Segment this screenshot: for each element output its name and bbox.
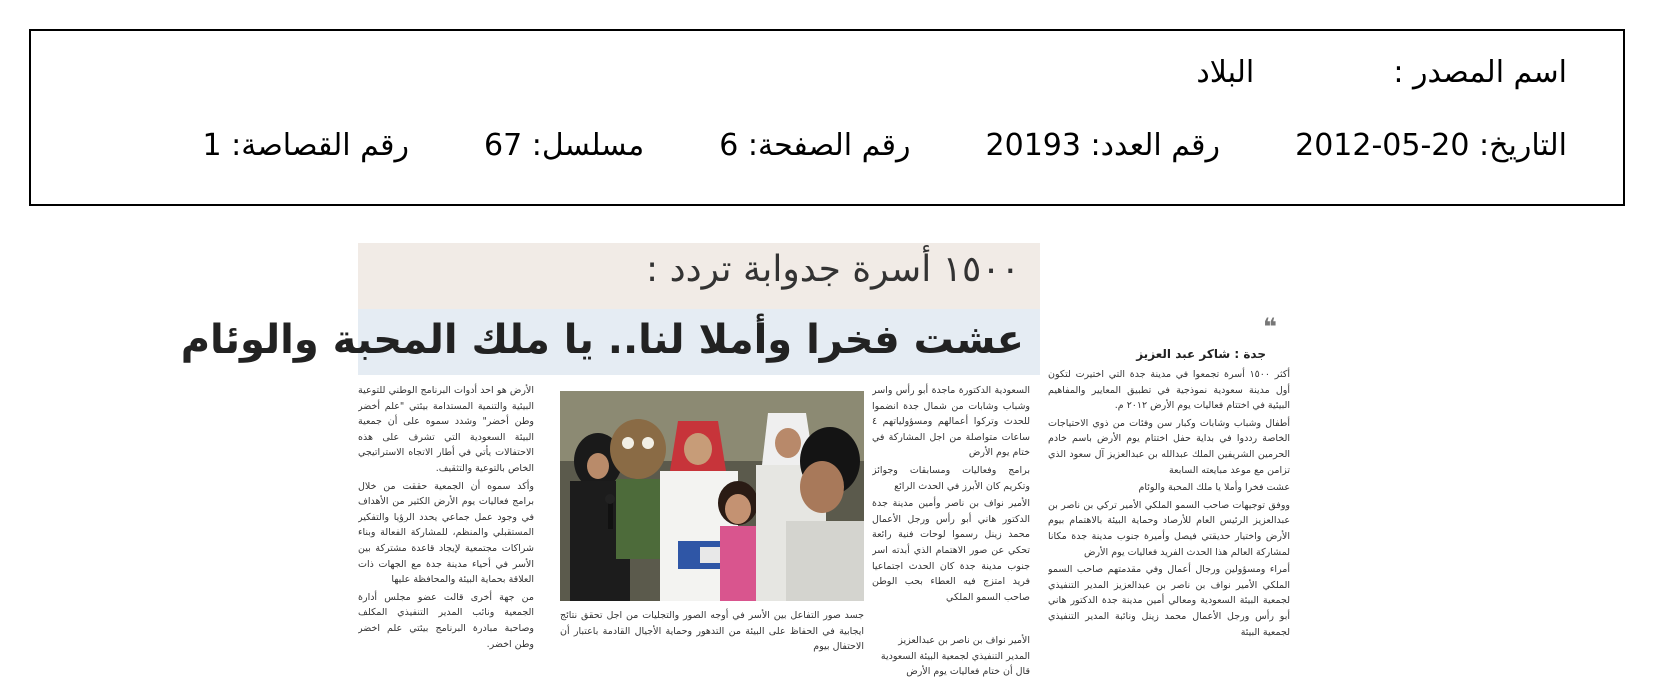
event-photo	[560, 391, 864, 601]
newspaper-clipping	[180, 243, 1290, 678]
page-label: رقم الصفحة:	[747, 128, 911, 163]
event-photo-illustration	[560, 391, 864, 601]
quote-mark-icon: ❝	[1263, 313, 1278, 341]
kicker-band	[358, 243, 1040, 309]
paragraph: الأمير نواف بن ناصر وأمين مدينة جدة الدكتور هاني أبو رأس ورجل الأعمال محمد زينل رسموا لوحات فنية رائعة تحكي عن صور الاهتمام الذي أبدته اسر جنوب مدينة جدة كان الحدث اجتماعيا فريد امتزج فيه العطاء بحب الوطن صاحب السمو الملكي	[872, 498, 1030, 603]
article-byline: جدة : شاكر عبد العزيز	[1136, 347, 1266, 361]
source-line	[1196, 55, 1567, 90]
article-column-middle	[872, 383, 1030, 633]
paragraph: أمراء ومسؤولين ورجال أعمال وفي مقدمتهم صاحب السمو الملكي الأمير نواف بن ناصر بن عبدالعزيز المدير التنفيذي لجمعية البيئة السعودية ومعالي أمين مدينة جدة الدكتور هاني أبو رأس ورجل الأعمال محمد زينل ونائبة المدير التنفيذي لجمعية البيئة	[1048, 564, 1290, 638]
paragraph: برامج وفعاليات ومسابقات وجوائز وتكريم كان الأبرز في الحدث الرائع	[872, 464, 1030, 492]
paragraph: أطفال وشباب وشابات وكبار سن وفئات من ذوي الاحتياجات الخاصة رددوا في بداية حفل اختتام يوم الأرض باسم خادم الحرمين الشريفين الملك عبدالله بن عبدالعزيز آل سعود الذي تزامن مع موعد مبايعته السابعة	[1048, 417, 1290, 476]
serial-label: مسلسل:	[531, 128, 645, 163]
paragraph: وأكد سموه أن الجمعية حققت من خلال برامج فعاليات يوم الأرض الكثير من الأهداف في وجود عمل جماعي يحدد الرؤيا والتفكير المستقبلي والمنظم، للمشاركة الفعالة وبناء شراكات مجتمعية لإيجاد قاعدة مشتركة بين الأسر في أحياء مدينة جدة مع الجهات ذات العلاقة بحماية البيئة والمحافظة عليها	[358, 480, 534, 586]
date-label: التاريخ:	[1479, 128, 1567, 163]
paragraph: السعودية الدكتورة ماجدة أبو رأس واسر وشباب وشابات من شمال جدة انضموا للحدث وتركوا أعمالهم ومسؤولياتهم ٤ ساعات متواصلة من اجل المشاركة في ختام يوم الأرض	[872, 385, 1030, 459]
paragraph: أكثر ١٥٠٠ أسرة تجمعوا في مدينة جدة التي اختيرت لتكون أول مدينة سعودية نموذجية في تطبيق المعايير والمفاهيم البيئية في اختتام فعاليات يوم الأرض ٢٠١٢ م.	[1048, 369, 1290, 412]
paragraph: ووفق توجيهات صاحب السمو الملكي الأمير تركي بن ناصر بن عبدالعزيز الرئيس العام للأرصاد وحماية البيئة بالاهتمام بيوم الأرض واختيار حديقتي فيصل وأميرة جنوب مدينة جدة مكانا لمشاركة العالم هذا الحدث الفريد فعاليات يوم الأرض	[1048, 499, 1290, 558]
clip-value: 1	[202, 128, 222, 163]
source-label: اسم المصدر :	[1393, 55, 1567, 90]
issue-value: 20193	[985, 128, 1081, 163]
serial-value: 67	[484, 128, 523, 163]
article-column-left	[358, 383, 534, 667]
headline-band	[180, 309, 1040, 375]
article-column-middle-end: الأمير نواف بن ناصر بن عبدالعزيز المدير التنفيذي لجمعية البيئة السعودية قال أن ختام فعاليات يوم الأرض	[880, 635, 1030, 678]
issue-label: رقم العدد:	[1090, 128, 1221, 163]
article-headline: عشت فخرا وأملا لنا.. يا ملك المحبة والوئام	[180, 317, 1024, 363]
photo-caption: جسد صور التفاعل بين الأسر في أوجه الصور والتجليات من اجل تحقق نتائج ايجابية في الحفاظ على البيئة من التدهور وحماية الأجيال القادمة باعتبار أن الاحتفال بيوم	[560, 610, 864, 653]
date-value: 2012-05-20	[1295, 128, 1470, 163]
article-column-right	[1048, 367, 1290, 667]
clip-label: رقم القصاصة:	[231, 128, 409, 163]
paragraph: من جهة أخرى قالت عضو مجلس أدارة الجمعية ونائب المدير التنفيذي المكلف وصاحبة مبادرة البرنامج بيئتي علم اخضر وطن اخضر.	[358, 591, 534, 650]
source-value: البلاد	[1196, 55, 1255, 90]
issue-details-line	[203, 128, 1568, 163]
paragraph: الأرض هو احد أدوات البرنامج الوطني للتوعية البيئية والتنمية المستدامة بيئتي "علم أخضر وطن أخضر" وشدد سموه على أن جمعية البيئة السعودية التي تشرف على هذه الاحتفالات يأتي في أطار الاتجاه الاستراتيجي الخاص بالتوعية والتثقيف.	[358, 385, 534, 474]
article-kicker: ١٥٠٠ أسرة جدوابة تردد :	[646, 249, 1020, 290]
paragraph: عشت فخرا وأملا يا ملك المحبة والوئام	[1138, 482, 1290, 494]
source-metadata-box	[29, 29, 1625, 206]
page-value: 6	[719, 128, 739, 163]
